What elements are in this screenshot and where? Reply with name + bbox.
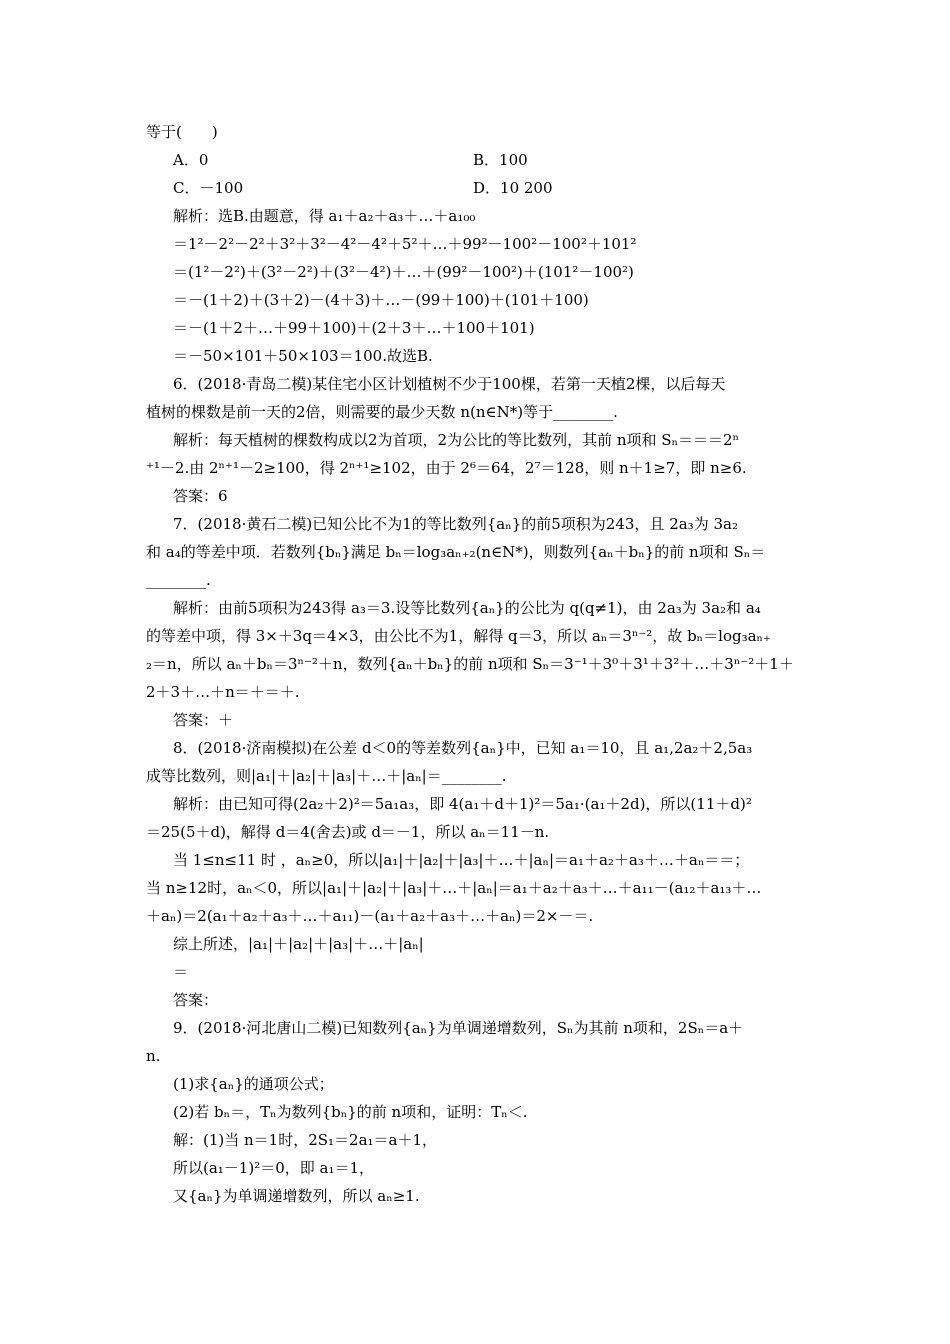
text-line: (2)若 bₙ＝，Tₙ为数列{bₙ}的前 n项和，证明：Tₙ＜. xyxy=(173,1103,528,1121)
text-line: 的等差中项，得 3×＋3q＝4×3，由公比不为1，解得 q＝3，所以 aₙ＝3ⁿ⁻²，故 bₙ＝log₃aₙ₊ xyxy=(146,627,771,645)
text-line: (1)求{aₙ}的通项公式； xyxy=(173,1075,334,1093)
text-line: ＝－(1＋2)＋(3＋2)－(4＋3)＋…－(99＋100)＋(101＋100) xyxy=(173,291,589,309)
text-line: 等于( ) xyxy=(146,123,218,141)
text-line: ＝(1²－2²)＋(3²－2²)＋(3²－4²)＋…＋(99²－100²)＋(101²－100²) xyxy=(173,263,634,281)
text-line: ⁺¹－2.由 2ⁿ⁺¹－2≥100，得 2ⁿ⁺¹≥102，由于 2⁶＝64，2⁷＝128，则 n＋1≥7，即 n≥6. xyxy=(146,459,747,477)
text-line: 成等比数列，则|a₁|＋|a₂|＋|a₃|＋…＋|aₙ|＝________. xyxy=(146,767,507,785)
text-line: 当 1≤n≤11 时 ，aₙ≥0，所以|a₁|＋|a₂|＋|a₃|＋…＋|aₙ|＝a₁＋a₂＋a₃＋…＋aₙ＝＝； xyxy=(173,851,750,869)
text-line: 解析：每天植树的棵数构成以2为首项，2为公比的等比数列，其前 n项和 Sₙ＝＝＝2ⁿ xyxy=(173,431,740,449)
text-line: 又{aₙ}为单调递增数列，所以 aₙ≥1. xyxy=(173,1187,420,1205)
answer-line: 答案：＋ xyxy=(173,711,234,729)
option-a: A．0 xyxy=(173,151,209,169)
text-line: 综上所述，|a₁|＋|a₂|＋|a₃|＋…＋|aₙ| xyxy=(173,935,424,953)
text-line: ＋aₙ)＝2(a₁＋a₂＋a₃＋…＋a₁₁)－(a₁＋a₂＋a₃＋…＋aₙ)＝2×－＝. xyxy=(146,907,594,925)
option-d: D．10 200 xyxy=(473,179,553,197)
answer-line: 答案：6 xyxy=(173,487,228,505)
text-line: 2＋3＋…＋n＝＋＝＋. xyxy=(146,683,300,701)
text-line: 解析：选B.由题意，得 a₁＋a₂＋a₃＋…＋a₁₀₀ xyxy=(173,207,476,225)
answer-line: 答案： xyxy=(173,991,219,1009)
text-line: 解析：由前5项积为243得 a₃＝3.设等比数列{aₙ}的公比为 q(q≠1)，由 2a₃为 3a₂和 a₄ xyxy=(173,599,761,617)
question-9: 9．(2018·河北唐山二模)已知数列{aₙ}为单调递增数列，Sₙ为其前 n项和，2Sₙ＝a＋ xyxy=(173,1019,744,1037)
text-line: ＝－50×101＋50×103＝100.故选B. xyxy=(173,347,433,365)
question-6: 6．(2018·青岛二模)某住宅小区计划植树不少于100棵，若第一天植2棵，以后每天 xyxy=(173,375,726,393)
text-line: ＝1²－2²－2²＋3²＋3²－4²－4²＋5²＋…＋99²－100²－100²＋101² xyxy=(173,235,637,253)
text-line: 解：(1)当 n＝1时，2S₁＝2a₁＝a＋1， xyxy=(173,1131,438,1149)
text-line: n. xyxy=(146,1047,161,1065)
question-8: 8．(2018·济南模拟)在公差 d＜0的等差数列{aₙ}中，已知 a₁＝10，且 a₁,2a₂＋2,5a₃ xyxy=(173,739,753,757)
option-c: C．－100 xyxy=(173,179,244,197)
option-b: B．100 xyxy=(473,151,528,169)
question-7: 7．(2018·黄石二模)已知公比不为1的等比数列{aₙ}的前5项积为243，且 2a₃为 3a₂ xyxy=(173,515,738,533)
text-line: 解析：由已知可得(2a₂＋2)²＝5a₁a₃，即 4(a₁＋d＋1)²＝5a₁·(a₁＋2d)，所以(11＋d)² xyxy=(173,795,752,813)
text-line: ＝－(1＋2＋…＋99＋100)＋(2＋3＋…＋100＋101) xyxy=(173,319,535,337)
text-line: 所以(a₁－1)²＝0，即 a₁＝1， xyxy=(173,1159,375,1177)
text-line: ＝25(5＋d)，解得 d＝4(舍去)或 d＝－1，所以 aₙ＝11－n. xyxy=(146,823,550,841)
text-line: ________. xyxy=(146,571,211,589)
text-line: ₂＝n，所以 aₙ＋bₙ＝3ⁿ⁻²＋n，数列{aₙ＋bₙ}的前 n项和 Sₙ＝3⁻¹＋3⁰＋3¹＋3²＋…＋3ⁿ⁻²＋1＋ xyxy=(146,655,794,673)
text-line: 和 a₄的等差中项．若数列{bₙ}满足 bₙ＝log₃aₙ₊₂(n∈N*)，则数列{aₙ＋bₙ}的前 n项和 Sₙ＝ xyxy=(146,543,766,561)
text-line: 植树的棵数是前一天的2倍，则需要的最少天数 n(n∈N*)等于________. xyxy=(146,403,618,421)
text-line: 当 n≥12时，aₙ＜0，所以|a₁|＋|a₂|＋|a₃|＋…＋|aₙ|＝a₁＋a₂＋a₃＋…＋a₁₁－(a₁₂＋a₁₃＋… xyxy=(146,879,762,897)
text-line: ＝ xyxy=(173,963,189,981)
